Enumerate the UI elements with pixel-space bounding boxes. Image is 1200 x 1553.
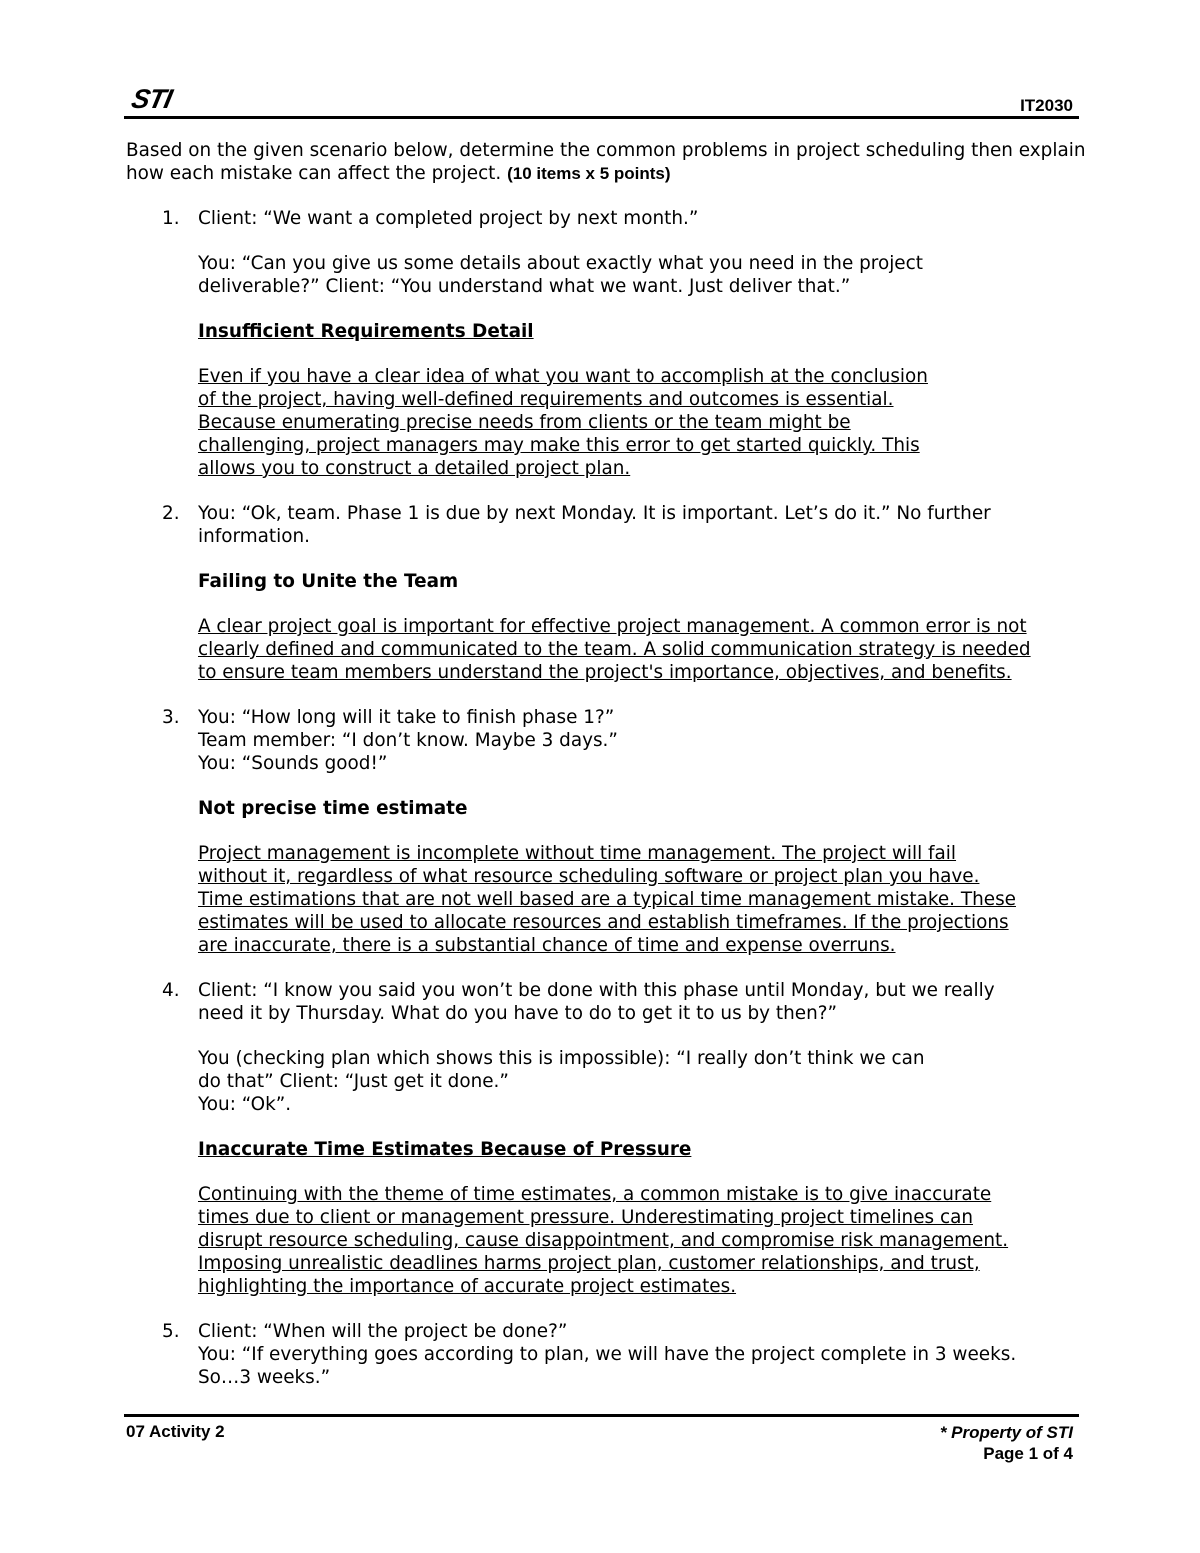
answer-line: challenging, project managers may make this error to get started quickly. This xyxy=(198,435,920,456)
answer-text xyxy=(198,842,1091,957)
answer-line: A clear project goal is important for effective project management. A common error is not xyxy=(198,616,1027,637)
property-notice: * Property of STI xyxy=(939,1423,1073,1442)
answer-text xyxy=(198,1183,1091,1298)
answer-line: of the project, having well-defined requirements and outcomes is essential. xyxy=(198,389,894,410)
answer-line: Because enumerating precise needs from clients or the team might be xyxy=(198,412,851,433)
scenario-line: Client: “I know you said you won’t be done with this phase until Monday, but we really xyxy=(198,980,995,1001)
list-item xyxy=(126,706,1091,957)
footer-divider xyxy=(124,1414,1079,1417)
scenario-line: Client: “When will the project be done?” xyxy=(198,1321,568,1342)
instructions-text: Based on the given scenario below, determine the common problems in project scheduling then explain how each mistake can affect the project. xyxy=(126,140,1086,184)
scenario-line: You: “Sounds good!” xyxy=(198,753,388,774)
scenario-line: need it by Thursday. What do you have to do to get it to us by then?” xyxy=(198,1003,838,1024)
problem-title: Not precise time estimate xyxy=(198,798,468,819)
answer-line: highlighting the importance of accurate project estimates. xyxy=(198,1276,737,1297)
scenario-line: You: “Ok, team. Phase 1 is due by next Monday. It is important. Let’s do it.” No further xyxy=(198,503,991,524)
scenario-line: You: “How long will it take to finish phase 1?” xyxy=(198,707,615,728)
scenario-line: You (checking plan which shows this is impossible): “I really don’t think we can xyxy=(198,1048,925,1069)
list-item xyxy=(126,1320,1091,1389)
scenario-line: deliverable?” Client: “You understand what we want. Just deliver that.” xyxy=(198,276,851,297)
scenario-line: You: “Ok”. xyxy=(198,1094,292,1115)
footer-right xyxy=(940,1422,1073,1464)
scenario-line: So…3 weeks.” xyxy=(198,1367,331,1388)
answer-line: Continuing with the theme of time estimates, a common mistake is to give inaccurate xyxy=(198,1184,992,1205)
scenario-line: You: “If everything goes according to plan, we will have the project complete in 3 weeks. xyxy=(198,1344,1017,1365)
scenario-line: You: “Can you give us some details about exactly what you need in the project xyxy=(198,253,923,274)
answer-line: allows you to construct a detailed project plan. xyxy=(198,458,631,479)
course-code: IT2030 xyxy=(1020,96,1073,115)
problem-title: Inaccurate Time Estimates Because of Pressure xyxy=(198,1139,692,1160)
sti-logo-text: STI xyxy=(128,84,175,114)
answer-text xyxy=(198,615,1091,684)
answer-line: Project management is incomplete without time management. The project will fail xyxy=(198,843,957,864)
answer-line: Even if you have a clear idea of what you want to accomplish at the conclusion xyxy=(198,366,928,387)
answer-line: Imposing unrealistic deadlines harms project plan, customer relationships, and trust, xyxy=(198,1253,980,1274)
item-number: 1. xyxy=(162,208,180,229)
header-divider xyxy=(124,116,1079,119)
problem-title: Insufficient Requirements Detail xyxy=(198,321,534,342)
answer-line: times due to client or management pressure. Underestimating project timelines can xyxy=(198,1207,973,1228)
problem-title: Failing to Unite the Team xyxy=(198,571,459,592)
answer-line: clearly defined and communicated to the team. A solid communication strategy is needed xyxy=(198,639,1031,660)
points-label: (10 items x 5 points) xyxy=(507,164,671,183)
list-item xyxy=(126,979,1091,1298)
answer-line: estimates will be used to allocate resources and establish timeframes. If the projections xyxy=(198,912,1009,933)
list-item xyxy=(126,502,1091,684)
document-body xyxy=(126,139,1091,1411)
item-number: 4. xyxy=(162,980,180,1001)
list-item xyxy=(126,207,1091,480)
page-number: Page 1 of 4 xyxy=(983,1444,1073,1463)
answer-line: are inaccurate, there is a substantial chance of time and expense overruns. xyxy=(198,935,896,956)
item-number: 2. xyxy=(162,503,180,524)
sti-logo xyxy=(128,84,175,114)
scenario-line: information. xyxy=(198,526,310,547)
scenario-line: Client: “We want a completed project by next month.” xyxy=(198,208,699,229)
answer-line: without it, regardless of what resource scheduling software or project plan you have. xyxy=(198,866,980,887)
answer-line: to ensure team members understand the project's importance, objectives, and benefits. xyxy=(198,662,1012,683)
instructions xyxy=(126,139,1091,185)
item-number: 5. xyxy=(162,1321,180,1342)
activity-label: 07 Activity 2 xyxy=(126,1422,225,1441)
scenario-line: Team member: “I don’t know. Maybe 3 days.” xyxy=(198,730,618,751)
answer-line: Time estimations that are not well based are a typical time management mistake. These xyxy=(198,889,1016,910)
item-number: 3. xyxy=(162,707,180,728)
scenario-line: do that” Client: “Just get it done.” xyxy=(198,1071,509,1092)
answer-text xyxy=(198,365,1091,480)
answer-line: disrupt resource scheduling, cause disappointment, and compromise risk management. xyxy=(198,1230,1009,1251)
